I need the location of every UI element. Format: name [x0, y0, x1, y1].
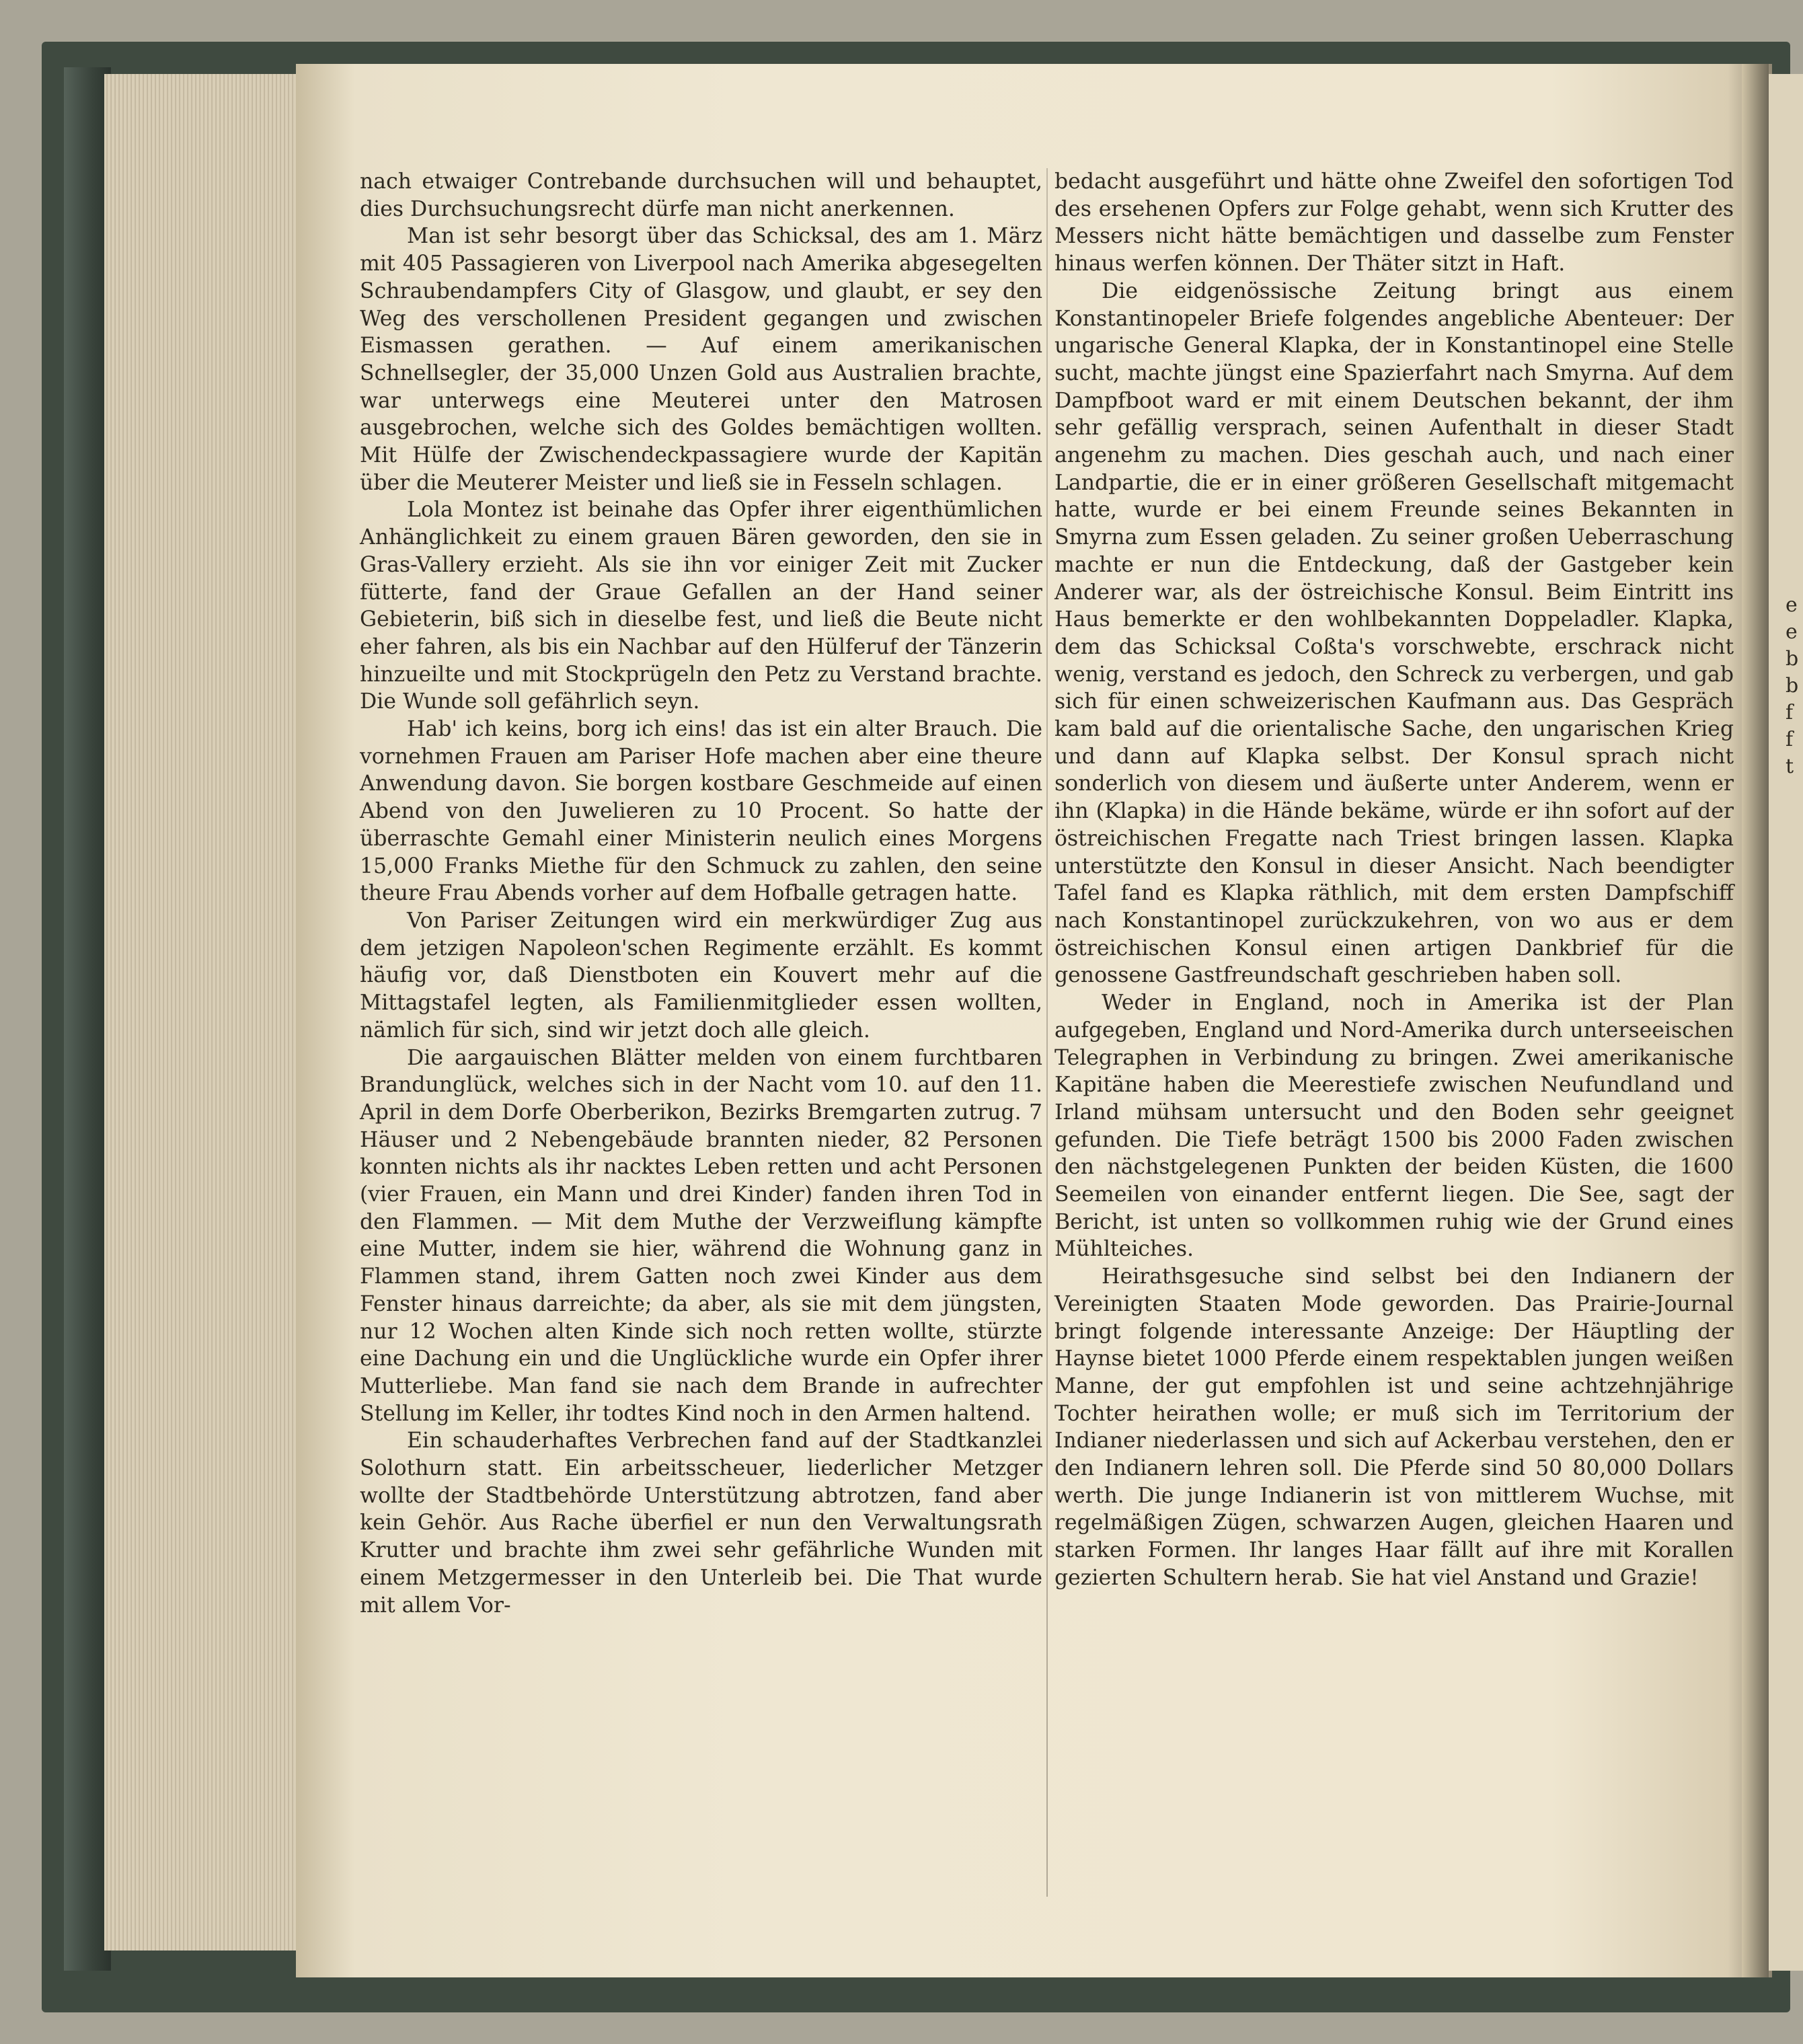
paragraph-city-of-glasgow: Man ist sehr besorgt über das Schicksal, des am 1. März mit 405 Passagieren von Liverpool nach Amerika abgesegelten Schraubendampfers City of Glasgow, und glaubt, er sey den Weg des verschollenen President gegangen und zwischen Eismassen gerathen. — Auf einem amerikanischen Schnellsegler, der 35,000 Unzen Gold aus Australien brachte, war unterwegs eine Meuterei unter den Matrosen ausgebrochen, welche sich des Goldes bemächtigen wollten. Mit Hülfe der Zwischendeckpassagiere wurde der Kapitän über die Meuterer Meister und ließ sie in Fesseln schlagen.	[360, 224, 1042, 495]
left-column	[360, 168, 1042, 1619]
next-page-letters	[1786, 592, 1803, 780]
page-stack-edges	[104, 74, 306, 1951]
next-page-letter: f	[1786, 728, 1794, 751]
paragraph-solothurn-cont: bedacht ausgeführt und hätte ohne Zweifel den sofortigen Tod des ersehenen Opfers zur Folge gehabt, wenn sich Krutter des Messers nicht hätte bemächtigen und dasselbe zum Fenster hinaus werfen können. Der Thäter sitzt in Haft.	[1054, 169, 1734, 276]
next-page-letter: b	[1786, 674, 1799, 697]
next-page-edge	[1769, 74, 1803, 1971]
next-page-letter: f	[1786, 701, 1794, 724]
paragraph-contrebande: nach etwaiger Contrebande durchsuchen will und behauptet, dies Durchsuchungsrecht dürfe man nicht anerkennen.	[360, 169, 1042, 221]
paragraph-klapka: Die eidgenössische Zeitung bringt aus einem Konstantinopeler Briefe folgendes angebliche Abenteuer: Der ungarische General Klapka, der in Konstantinopel eine Stelle sucht, machte jüngst eine Spazierfahrt nach Smyrna. Auf dem Dampfboot ward er mit einem Deutschen bekannt, der ihm sehr gefällig versprach, seinen Aufenthalt in dieser Stadt angenehm zu machen. Dies geschah auch, und nach einer Landpartie, die er in einer größeren Gesellschaft mitgemacht hatte, wurde er bei einem Freunde seines Bekannten in Smyrna zum Essen geladen. Zu seiner großen Ueberraschung machte er nun die Entdeckung, daß der Gastgeber kein Anderer war, als der östreichische Konsul. Beim Eintritt ins Haus bemerkte er den wohlbekannten Doppeladler. Klapka, dem das Schicksal Coßta's vorschwebte, erschrack nicht wenig, verstand es jedoch, den Schreck zu verbergen, und gab sich für einen schweizerischen Kaufmann aus. Das Gespräch kam bald auf die orientalische Sache, den ungarischen Krieg und dann auf Klapka selbst. Der Konsul sprach nicht sonderlich von diesem und äußerte unter Anderem, wenn er ihn (Klapka) in die Hände bekäme, würde er ihn sofort auf der östreichischen Fregatte nach Triest bringen lassen. Klapka unterstützte den Konsul in dieser Ansicht. Nach beendigter Tafel fand es Klapka räthlich, mit dem ersten Dampfschiff nach Konstantinopel zurückzukehren, von wo aus er dem östreichischen Konsul einen artigen Dankbrief für die genossene Gastfreundschaft geschrieben haben soll.	[1054, 278, 1734, 988]
paragraph-telegraph: Weder in England, noch in Amerika ist der Plan aufgegeben, England und Nord-Amerika durch unterseeischen Telegraphen in Verbindung zu bringen. Zwei amerikanische Kapitäne haben die Meerestiefe zwischen Neufundland und Irland mühsam untersucht und den Boden sehr geeignet gefunden. Die Tiefe beträgt 1500 bis 2000 Faden zwischen den nächstgelegenen Punkten der beiden Küsten, die 1600 Seemeilen von einander entfernt liegen. Die See, sagt der Bericht, ist unten so vollkommen ruhig wie der Grund eines Mühlteiches.	[1054, 991, 1734, 1262]
paragraph-heirathsgesuche: Heirathsgesuche sind selbst bei den Indianern der Vereinigten Staaten Mode geworden. Das Prairie-Journal bringt folgende interessante Anzeige: Der Häuptling der Haynse bietet 1000 Pferde einem respektablen jungen weißen Manne, der gut empfohlen ist und seine achtzehnjährige Tochter heirathen wolle; er muß sich im Territorium der Indianer niederlassen und sich auf Ackerbau verstehen, den er den Indianern lehren soll. Die Pferde sind 50 80,000 Dollars werth. Die junge Indianerin ist von mittlerem Wuchse, mit regelmäßigen Zügen, schwarzen Augen, gleichen Haaren und starken Formen. Ihr langes Haar fällt auf ihre mit Korallen gezierten Schultern herab. Sie hat viel Anstand und Grazie!	[1054, 1264, 1734, 1590]
paragraph-lola-montez: Lola Montez ist beinahe das Opfer ihrer eigenthümlichen Anhänglichkeit zu einem grauen Bären geworden, den sie in Gras-Vallery erzieht. Als sie ihn vor einiger Zeit mit Zucker fütterte, fand der Graue Gefallen an der Hand seiner Gebieterin, biß sich in dieselbe fest, und ließ die Beute nicht eher fahren, als bis ein Nachbar auf den Hülferuf der Tänzerin hinzueilte und mit Stockprügeln den Petz zu Verstand brachte. Die Wunde soll gefährlich seyn.	[360, 498, 1042, 714]
paragraph-napoleon-regiment: Von Pariser Zeitungen wird ein merkwürdiger Zug aus dem jetzigen Napoleon'schen Regimente erzählt. Es kommt häufig vor, daß Dienstboten ein Kouvert mehr auf die Mittagstafel legten, als Familienmitglieder essen wollten, nämlich für sich, sind wir jetzt doch alle gleich.	[360, 908, 1042, 1043]
paragraph-brandunglueck: Die aargauischen Blätter melden von einem furchtbaren Brandunglück, welches sich in der Nacht vom 10. auf den 11. April in dem Dorfe Oberberikon, Bezirks Bremgarten zutrug. 7 Häuser und 2 Nebengebäude brannten nieder, 82 Personen konnten nichts als ihr nacktes Leben retten und acht Personen (vier Frauen, ein Mann und drei Kinder) fanden ihren Tod in den Flammen. — Mit dem Muthe der Verzweiflung kämpfte eine Mutter, indem sie hier, während die Wohnung ganz in Flammen stand, ihrem Gatten noch zwei Kinder aus dem Fenster hinaus darreichte; da aber, als sie mit dem jüngsten, nur 12 Wochen alten Kinde sich noch retten wollte, stürzte eine Dachung ein und die Unglückliche wurde ein Opfer ihrer Mutterliebe. Man fand sie nach dem Brande in aufrechter Stellung im Keller, ihr todtes Kind noch in den Armen haltend.	[360, 1045, 1042, 1426]
page-gutter	[1742, 64, 1769, 1977]
paragraph-solothurn: Ein schauderhaftes Verbrechen fand auf der Stadtkanzlei Solothurn statt. Ein arbeitsscheuer, liederlicher Metzger wollte der Stadtbehörde Unterstützung abtrotzen, fand aber kein Gehör. Aus Rache überfiel er nun den Verwaltungsrath Krutter und brachte ihm zwei sehr gefährliche Wunden mit einem Metzgermesser in den Unterleib bei. Die That wurde mit allem Vor-	[360, 1429, 1042, 1618]
paragraph-pariser-hof: Hab' ich keins, borg ich eins! das ist ein alter Brauch. Die vornehmen Frauen am Pariser Hofe machen aber eine theure Anwendung davon. Sie borgen kostbare Geschmeide auf einen Abend von den Juwelieren zu 10 Procent. So hatte der überraschte Gemahl einer Ministerin neulich eines Morgens 15,000 Franks Miethe für den Schmuck zu zahlen, den seine theure Frau Abends vorher auf dem Hofballe getragen hatte.	[360, 717, 1042, 906]
next-page-letter: e	[1786, 593, 1798, 617]
next-page-letter: e	[1786, 620, 1798, 644]
column-divider	[1046, 168, 1048, 1897]
next-page-letter: t	[1786, 755, 1794, 778]
right-column	[1054, 168, 1734, 1592]
next-page-letter: b	[1786, 647, 1799, 671]
